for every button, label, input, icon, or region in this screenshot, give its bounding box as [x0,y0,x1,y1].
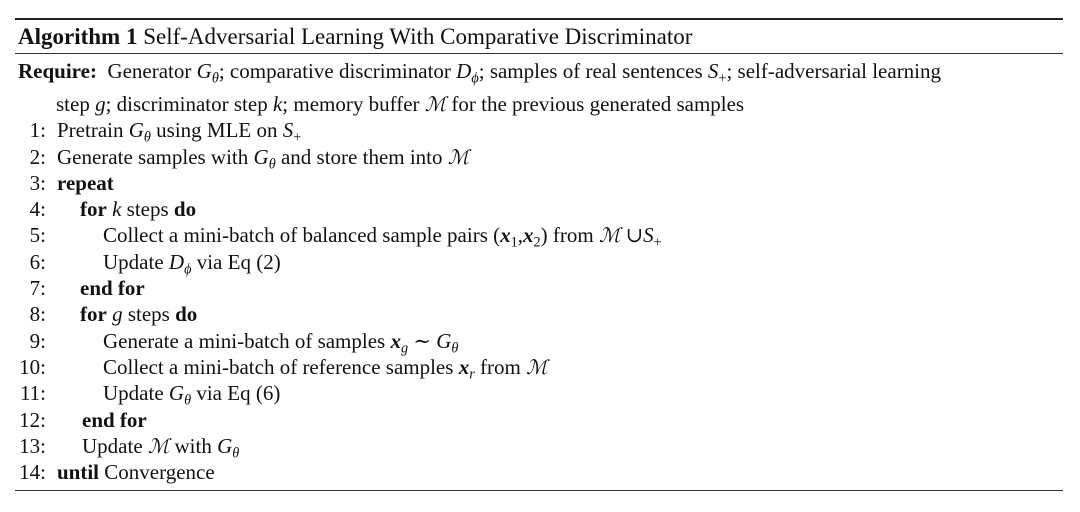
step-text: Generate samples with $G_\theta$ and store them into ℳ [57,144,470,172]
step-text: repeat [57,170,114,195]
require-block [15,58,1063,117]
step-number: 1: [29,118,46,143]
step-number: 11: [19,381,46,406]
require-keyword: Require: [18,59,97,83]
step-text: Collect a mini-batch of reference samples $x_r$ from ℳ [103,354,548,383]
algorithm-label: Algorithm 1 [18,24,138,49]
step-number: 2: [29,144,46,169]
step-number: 5: [29,223,46,248]
step-11 [15,380,1063,409]
step-number: 3: [29,170,46,195]
step-text: for k steps do [80,197,197,222]
step-number: 8: [29,302,46,327]
step-number: 14: [19,460,46,485]
step-text: for g steps do [80,302,198,327]
step-3 [15,170,1063,196]
bottom-rule [15,490,1063,491]
step-number: 10: [19,354,46,379]
step-10 [15,354,1063,383]
step-text: Generate a mini-batch of samples $x_g$ ∼ $G_\theta$ [103,328,459,356]
step-12 [15,407,1063,433]
step-1 [15,117,1063,146]
step-text: Update ℳ with $G_\theta$ [82,433,240,462]
caption-rule [15,53,1063,54]
step-4 [15,196,1063,222]
step-6 [15,249,1063,278]
step-7 [15,275,1063,301]
step-text: end for [80,276,145,301]
step-2 [15,144,1063,170]
step-8 [15,301,1063,327]
algorithm-body [15,58,1063,485]
require-text-2: step g; discriminator step k; memory buffer ℳ for the previous generated samples [56,92,745,117]
step-text: Update $D_\phi$ via Eq (2) [103,249,281,278]
step-number: 13: [19,433,46,458]
require-text-1: Generator $G_\theta$; comparative discriminator $D_\phi$; samples of real sentences $S_+$; self-adversarial learning [102,59,942,87]
step-14 [15,459,1063,485]
step-13 [15,433,1063,462]
step-text: until Convergence [57,460,215,485]
step-number: 12: [19,407,46,432]
step-5 [15,222,1063,251]
step-text: Update $G_\theta$ via Eq (6) [103,381,281,409]
step-number: 4: [29,197,46,222]
step-9 [15,328,1063,354]
step-number: 9: [29,328,46,353]
step-text: Collect a mini-batch of balanced sample pairs $(x_1,x_2)$ from ℳ $\cup S_+$ [103,223,662,251]
algorithm-caption [15,20,1063,53]
step-text: end for [82,407,147,432]
step-number: 6: [29,249,46,274]
step-number: 7: [29,276,46,301]
algorithm-block [15,18,1063,485]
algorithm-title: Self-Adversarial Learning With Comparative Discriminator [143,24,693,49]
step-text: Pretrain $G_\theta$ using MLE on $S_+$ [57,118,302,146]
